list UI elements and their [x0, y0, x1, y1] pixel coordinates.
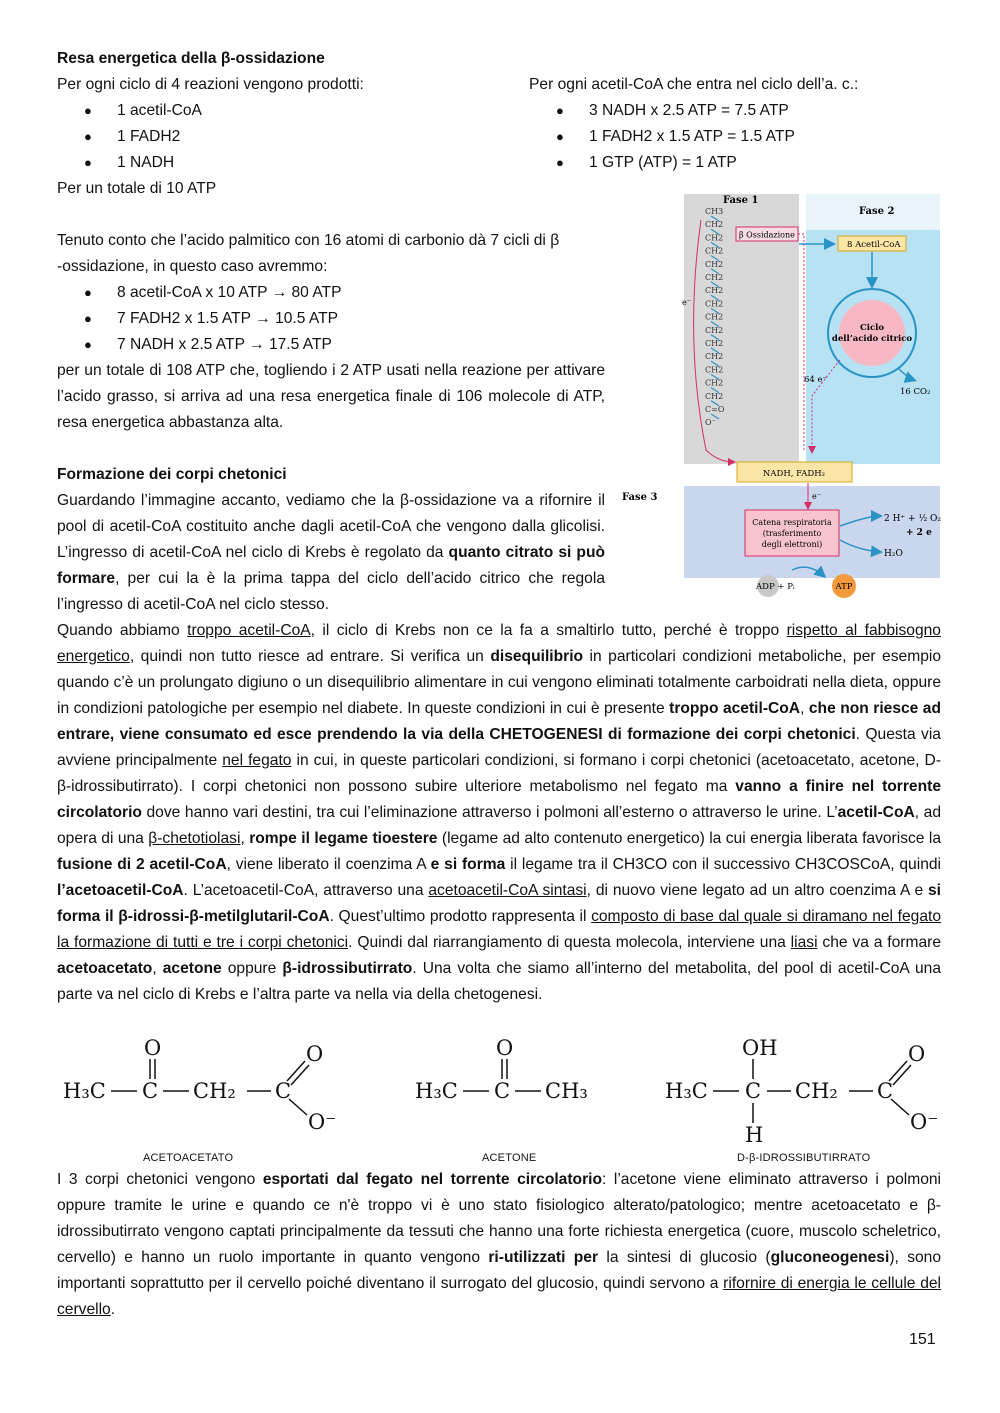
chain-group-label: CH3	[705, 207, 724, 216]
text-run: in cui, in queste particolari condizioni, si formano i corpi chetonici (acetoacetato, acetone, D-β-idrossibutirrato). I corpi chetonici non possono subire ulteriore metabolismo nel fegato ma	[57, 752, 942, 795]
cycle-label-1: Ciclo	[859, 323, 885, 333]
text-run: . Quindi dal riarrangiamento di questa molecola, interviene una	[348, 934, 791, 951]
palmitic-conclusion: per un totale di 108 ATP che, togliendo i 2 ATP usati nella reazione per attivare l’acido grasso, si arriva ad una resa energetica finale di 106 molecole di ATP, resa energetica abbastanza alta.	[57, 362, 605, 431]
right-intro: Per ogni acetil-CoA che entra nel ciclo dell’a. c.:	[529, 76, 859, 93]
text-run-bold: disequilibrio	[490, 648, 584, 665]
oxygen-label: 2 H⁺ + ½ O₂	[884, 514, 942, 524]
chain-group-label: CH2	[705, 246, 724, 256]
text-run-bold: l’acetoacetil-CoA	[57, 882, 184, 899]
text-run-bold: gluconeogenesi	[770, 1249, 890, 1266]
acetone-structure	[415, 1036, 588, 1103]
citric-cycle-core	[839, 300, 905, 366]
text-run: la sintesi di glucosio (	[598, 1249, 771, 1266]
caption-hydroxybutyrate: D-β-IDROSSIBUTIRRATO	[737, 1152, 871, 1164]
hydrogen-atom: H	[745, 1123, 764, 1147]
fatty-acid-chain	[705, 207, 725, 427]
text-run: ,	[800, 700, 809, 717]
text-run: . L’acetoacetil-CoA, attraverso una	[183, 882, 429, 899]
chain-label-1: Catena respiratoria	[752, 518, 832, 527]
chain-group-label: CH2	[705, 378, 724, 388]
carbon-atom: C	[877, 1079, 894, 1103]
caption-acetone: ACETONE	[482, 1152, 537, 1164]
text-run-bold: β-idrossibutirrato	[282, 960, 413, 977]
chain-label-2: (trasferimento	[762, 529, 822, 538]
carbon-atom: C	[275, 1079, 292, 1103]
caption-acetoacetate: ACETOACETATO	[143, 1152, 234, 1164]
cycle-label-2: dell’acido citrico	[831, 334, 913, 344]
beta-hydroxybutyrate-structure	[665, 1036, 938, 1147]
text-run: . Quest’ultimo prodotto rappresenta il	[329, 908, 592, 925]
text-run-bold: ri-utilizzati per	[488, 1249, 599, 1266]
oxygen-atom: O	[496, 1036, 514, 1060]
text-run: ), sono importanti soprattutto per il cervello poiché diventano il surrogato del glucosio, quindi servono a	[57, 1249, 942, 1292]
ch3-group: CH₃	[545, 1079, 588, 1103]
text-run: in particolari condizioni metaboliche, per esempio quando c’è un prolungato digiuno o un disequilibrio alimentare in cui vengono eliminati totalmente carboidrati nella dieta, oppure in condizioni patologiche per esempio nel diabete. In queste condizioni in cui è presente	[57, 648, 941, 717]
electrons-64-label: 64 e⁻	[804, 375, 828, 385]
carboxylate-oxygen: O⁻	[910, 1110, 939, 1134]
text-run: Quando abbiamo	[57, 622, 188, 639]
text-run: , di nuovo viene legato ad un altro coenzima A e	[586, 882, 928, 899]
water-label: H₂O	[884, 549, 903, 559]
text-run: . Una volta che siamo all’interno del metabolita, del pool di acetil-CoA una parte va nel ciclo di Krebs e l’altra parte va nella via della chetogenesi.	[57, 960, 941, 1003]
ketone-bodies-structures	[55, 1035, 955, 1147]
text-run-bold: che non riesce ad entrare, viene consumato ed esce prendendo la via della CHETOGENESI di formazione dei corpi chetonici	[57, 700, 941, 743]
carbon-atom: C	[142, 1079, 159, 1103]
section-title-beta-oxidation: Resa energetica della β-ossidazione	[57, 50, 325, 67]
list-item: ● 1 NADH	[57, 150, 457, 176]
phase2-label: Fase 2	[859, 206, 895, 217]
list-item: ● 1 acetil-CoA	[57, 98, 457, 124]
list-item: ● 1 FADH2	[57, 124, 457, 150]
ketone-paragraph-1	[57, 488, 605, 618]
text-run: . Questa via avviene principalmente	[57, 726, 941, 769]
carboxylate-oxygen: O⁻	[308, 1110, 337, 1134]
palmitic-line1: Tenuto conto che l’acido palmitico con 16 atomi di carbonio dà 7 cicli di β	[57, 232, 560, 249]
text-run-bold: troppo acetil-CoA	[669, 700, 801, 717]
text-run-underlined: composto di base dal quale si diramano nel fegato la formazione di tutti e tre i corpi chetonici	[57, 908, 942, 951]
text-run-bold: si forma il β-idrossi-β-metilglutaril-CoA	[57, 882, 941, 925]
text-run-bold: e si forma	[430, 856, 506, 873]
text-run: , ad opera di una	[57, 804, 941, 847]
list-item: ● 1 FADH2 x 1.5 ATP = 1.5 ATP	[529, 124, 949, 150]
ch2-group: CH₂	[795, 1079, 838, 1103]
text-run-underlined: liasi	[790, 934, 818, 951]
h3c-group: H₃C	[415, 1079, 458, 1103]
text-run: , per cui la è la prima tappa del ciclo dell’acido citrico che regola l’ingresso di acetil-CoA nel ciclo stesso.	[57, 570, 605, 613]
acetoacetate-structure	[63, 1036, 336, 1134]
text-run-underlined: rispetto al fabbisogno energetico	[57, 622, 941, 665]
h3c-group: H₃C	[63, 1079, 106, 1103]
list-item: ● 7 FADH2 x 1.5 ATP → 10.5 ATP	[57, 306, 557, 332]
chain-group-label: CH2	[705, 339, 724, 348]
text-run: I 3 corpi chetonici vengono	[57, 1171, 263, 1188]
chain-group-label: CH2	[705, 259, 724, 269]
phase3-label: Fase 3	[622, 492, 658, 503]
chain-group-label: CH2	[705, 312, 724, 322]
page-number: 151	[909, 1331, 936, 1348]
text-run: ,	[240, 830, 250, 847]
text-run: : l’acetone viene eliminato attraverso i polmoni oppure tramite le urine e quando ce n'è troppo vi è uno stato fisiologico alterato/patologico; mentre acetoacetato e β-idrossibutirrato vengono captati principalmente da tessuti che hanno una forte richiesta energetica (cuore, muscolo scheletrico, cervello) e hanno un ruolo importante in quanto vengono	[57, 1171, 942, 1266]
text-run: , quindi non tutto riesce ad entrare. Si verifica un	[129, 648, 491, 665]
palmitic-list	[57, 280, 557, 358]
chain-group-label: CH2	[705, 286, 724, 296]
text-run: (legame ad alto contenuto energetico) la cui energia liberata favorisce la	[437, 830, 942, 847]
carbon-atom: C	[745, 1079, 762, 1103]
list-item: ● 1 GTP (ATP) = 1 ATP	[529, 150, 949, 176]
text-run: il legame tra il CH3CO con il successivo CH3COSCoA, quindi	[505, 856, 941, 873]
ketone-paragraph-2	[57, 618, 941, 1008]
oxygen-atom: O	[144, 1036, 162, 1060]
two-electron-label: + 2 e	[906, 528, 932, 538]
chain-group-label: CH2	[705, 352, 724, 362]
chain-group-label: O⁻	[705, 418, 716, 428]
chain-group-label: CH2	[705, 391, 724, 401]
text-run: che va a formare	[817, 934, 942, 951]
left-total: Per un totale di 10 ATP	[57, 180, 217, 197]
text-run-bold: esportati dal fegato nel torrente circolatorio	[262, 1171, 602, 1188]
text-run-underlined: acetoacetil-CoA sintasi	[428, 882, 587, 899]
text-run-bold: rompe il legame tioestere	[249, 830, 438, 847]
hydroxyl-group: OH	[742, 1036, 778, 1060]
text-run: .	[110, 1301, 116, 1318]
text-run: , il ciclo di Krebs non ce la fa a smaltirlo tutto, perché è troppo	[310, 622, 787, 639]
text-run-underlined: troppo acetil-CoA	[187, 622, 311, 639]
atp-label: ATP	[835, 582, 853, 592]
text-run: dove hanno vari destini, tra cui l’eliminazione attraverso i polmoni all’esterno o attraverso le urine. L’	[141, 804, 838, 821]
chain-group-label: CH2	[705, 273, 724, 282]
acetyl-coa-label: 8 Acetil-CoA	[847, 240, 901, 250]
text-run-underlined: β-chetotiolasi	[148, 830, 241, 847]
h3c-group: H₃C	[665, 1079, 708, 1103]
ch2-group: CH₂	[193, 1079, 236, 1103]
chain-group-label: CH2	[705, 233, 724, 243]
phase1-label: Fase 1	[723, 195, 759, 206]
text-run-bold: acetoacetato	[57, 960, 153, 977]
chain-label-3: degli elettroni)	[761, 540, 823, 549]
adp-label: ADP + Pᵢ	[756, 582, 795, 592]
chain-group-label: CH2	[705, 325, 724, 335]
metabolism-figure	[618, 190, 943, 602]
right-list	[529, 98, 949, 176]
oxygen-atom: O	[908, 1042, 926, 1066]
list-item: ● 7 NADH x 2.5 ATP → 17.5 ATP	[57, 332, 557, 358]
text-run: , viene liberato il coenzima A	[226, 856, 431, 873]
list-item: ● 8 acetil-CoA x 10 ATP → 80 ATP	[57, 280, 557, 306]
palmitic-line2: -ossidazione, in questo caso avremmo:	[57, 258, 328, 275]
chain-group-label: CH2	[705, 365, 724, 375]
text-run: oppure	[221, 960, 283, 977]
co2-label: 16 CO₂	[900, 387, 931, 397]
chain-group-label: CH2	[705, 299, 724, 309]
nadh-label: NADH, FADH₂	[762, 469, 826, 479]
ketone-paragraph-3	[57, 1167, 941, 1323]
carbon-atom: C	[494, 1079, 511, 1103]
text-run-bold: vanno a finire nel torrente circolatorio	[57, 778, 941, 821]
chain-electron-label: e⁻	[682, 298, 691, 307]
section-title-ketone: Formazione dei corpi chetonici	[57, 466, 287, 483]
left-intro: Per ogni ciclo di 4 reazioni vengono prodotti:	[57, 76, 364, 93]
text-run-underlined: rifornire di energia le cellule del cervello	[57, 1275, 941, 1318]
text-run-bold: acetil-CoA	[837, 804, 915, 821]
text-run-bold: quanto citrato si può formare	[57, 544, 606, 587]
chain-group-label: C=O	[705, 405, 725, 414]
oxygen-atom: O	[306, 1042, 324, 1066]
electron-label: e⁻	[812, 492, 821, 501]
text-run-bold: acetone	[162, 960, 222, 977]
left-list	[57, 98, 457, 176]
text-run: Guardando l’immagine accanto, vediamo che la β-ossidazione va a rifornire il pool di acetil-CoA costituito anche dagli acetil-CoA che vengono dalla glicolisi. L’ingresso di acetil-CoA nel ciclo di Krebs è regolato da	[57, 492, 605, 561]
text-run-underlined: nel fegato	[222, 752, 292, 769]
text-run-bold: fusione di 2 acetil-CoA	[57, 856, 227, 873]
beta-oxidation-label: β Ossidazione	[739, 230, 795, 240]
list-item: ● 3 NADH x 2.5 ATP = 7.5 ATP	[529, 98, 949, 124]
text-run: ,	[152, 960, 163, 977]
chain-group-label: CH2	[705, 220, 724, 230]
